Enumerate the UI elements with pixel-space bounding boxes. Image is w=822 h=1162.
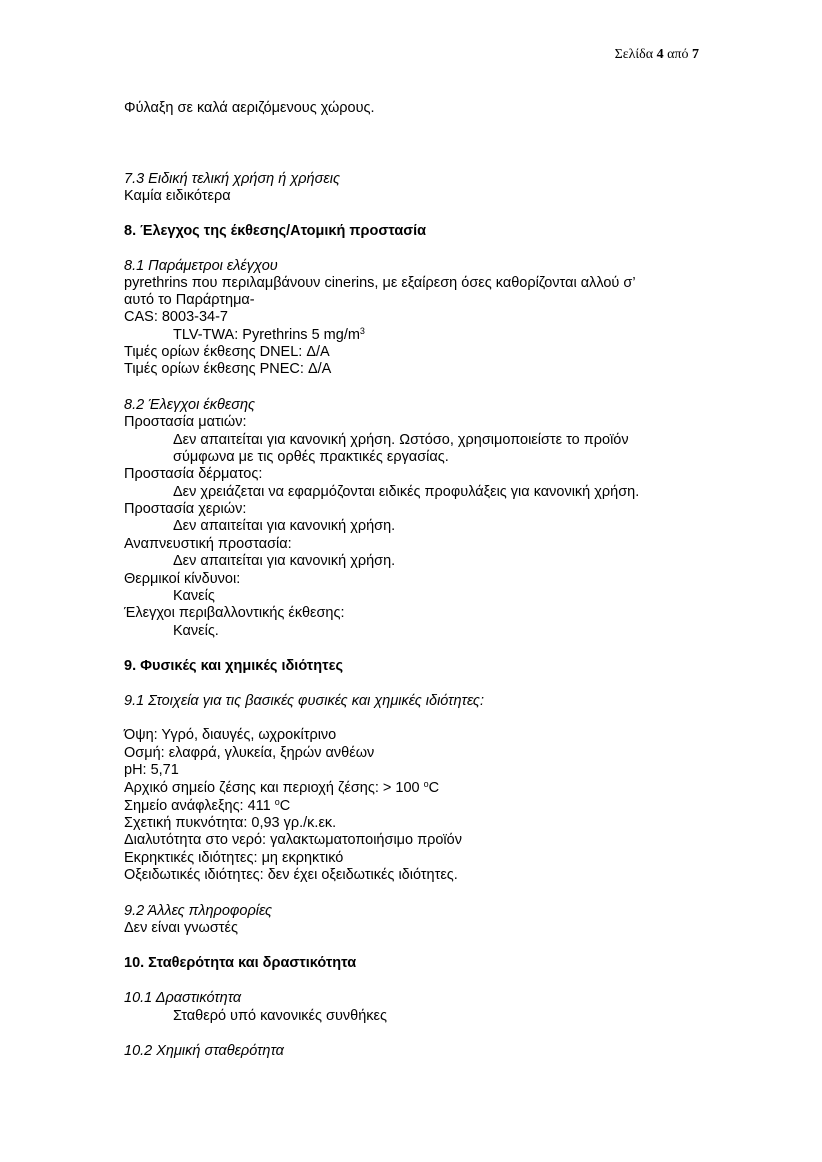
page-number-header xyxy=(615,47,699,63)
tlv-text: TLV-TWA: Pyrethrins 5 mg/m xyxy=(173,327,360,343)
section-9-heading: 9. Φυσικές και χημικές ιδιότητες xyxy=(124,658,344,674)
section-10-heading: 10. Σταθερότητα και δραστικότητα xyxy=(124,955,357,971)
pnec-line: Τιμές ορίων έκθεσης PNEC: Δ/Α xyxy=(124,361,332,377)
thermal-hazards-label: Θερμικοί κίνδυνοι: xyxy=(124,571,241,587)
pyrethrins-line-2: αυτό το Παράρτημα- xyxy=(124,292,255,308)
tlv-superscript: 3 xyxy=(359,326,365,336)
explosive-properties-line: Εκρηκτικές ιδιότητες: μη εκρηκτικό xyxy=(124,850,344,866)
tlv-twa xyxy=(173,327,365,344)
density-line: Σχετική πυκνότητα: 0,93 γρ./κ.εκ. xyxy=(124,815,337,831)
of-word: από xyxy=(667,47,689,62)
hand-protection-label: Προστασία χεριών: xyxy=(124,501,247,517)
boiling-point-line xyxy=(124,780,439,797)
environmental-exposure-text: Κανείς. xyxy=(173,623,219,639)
solubility-line: Διαλυτότητα στο νερό: γαλακτωματοποιήσιμο προϊόν xyxy=(124,832,462,848)
section-8-2-heading: 8.2 Έλεγχοι έκθεσης xyxy=(124,397,256,413)
boiling-point-text: Αρχικό σημείο ζέσης και περιοχή ζέσης: > 100 xyxy=(124,780,424,796)
thermal-hazards-text: Κανείς xyxy=(173,588,215,604)
appearance-line: Όψη: Υγρό, διαυγές, ωχροκίτρινο xyxy=(124,727,337,743)
flash-unit: C xyxy=(279,798,291,814)
boiling-unit: C xyxy=(428,780,440,796)
flash-point-line xyxy=(124,798,290,815)
section-7-3-heading: 7.3 Ειδική τελική χρήση ή χρήσεις xyxy=(124,171,340,187)
environmental-exposure-label: Έλεγχοι περιβαλλοντικής έκθεσης: xyxy=(124,605,345,621)
eye-protection-text-1: Δεν απαιτείται για κανονική χρήση. Ωστόσο, χρησιμοποιείστε το προϊόν xyxy=(173,432,629,448)
section-9-2-text: Δεν είναι γνωστές xyxy=(124,920,238,936)
dnel-line: Τιμές ορίων έκθεσης DNEL: Δ/Α xyxy=(124,344,330,360)
section-8-heading: 8. Έλεγχος της έκθεσης/Ατομική προστασία xyxy=(124,223,427,239)
hand-protection-text: Δεν απαιτείται για κανονική χρήση. xyxy=(173,518,396,534)
section-10-2-heading: 10.2 Χημική σταθερότητα xyxy=(124,1043,284,1059)
section-9-1-heading: 9.1 Στοιχεία για τις βασικές φυσικές και χημικές ιδιότητες: xyxy=(124,693,485,709)
section-8-1-heading: 8.1 Παράμετροι ελέγχου xyxy=(124,258,278,274)
flash-point-text: Σημείο ανάφλεξης: 411 xyxy=(124,798,275,814)
cas-number: CAS: 8003-34-7 xyxy=(124,309,228,325)
oxidizing-properties-line: Οξειδωτικές ιδιότητες: δεν έχει οξειδωτικές ιδιότητες. xyxy=(124,867,458,883)
pyrethrins-line-1: pyrethrins που περιλαμβάνουν cinerins, με εξαίρεση όσες καθορίζονται αλλού σ’ xyxy=(124,275,636,291)
page-total: 7 xyxy=(692,47,699,62)
section-9-2-heading: 9.2 Άλλες πληροφορίες xyxy=(124,903,273,919)
eye-protection-label: Προστασία ματιών: xyxy=(124,414,247,430)
eye-protection-text-2: σύμφωνα με τις ορθές πρακτικές εργασίας. xyxy=(173,449,449,465)
ph-line: pH: 5,71 xyxy=(124,762,179,778)
skin-protection-label: Προστασία δέρματος: xyxy=(124,466,263,482)
storage-text: Φύλαξη σε καλά αεριζόμενους χώρους. xyxy=(124,100,375,116)
respiratory-protection-label: Αναπνευστική προστασία: xyxy=(124,536,292,552)
respiratory-protection-text: Δεν απαιτείται για κανονική χρήση. xyxy=(173,553,396,569)
skin-protection-text: Δεν χρειάζεται να εφαρμόζονται ειδικές προφυλάξεις για κανονική χρήση. xyxy=(173,484,640,500)
boiling-degree-symbol: o xyxy=(423,779,429,789)
flash-degree-symbol: o xyxy=(274,797,280,807)
page-number: 4 xyxy=(656,47,664,62)
section-10-1-text: Σταθερό υπό κανονικές συνθήκες xyxy=(173,1008,388,1024)
page-word: Σελίδα xyxy=(614,47,654,62)
section-10-1-heading: 10.1 Δραστικότητα xyxy=(124,990,242,1006)
odor-line: Οσμή: ελαφρά, γλυκεία, ξηρών ανθέων xyxy=(124,745,375,761)
section-7-3-text: Καμία ειδικότερα xyxy=(124,188,231,204)
